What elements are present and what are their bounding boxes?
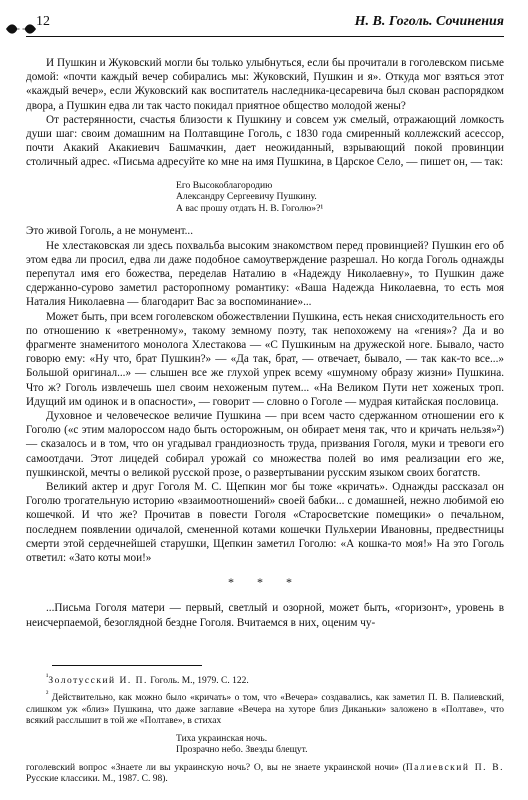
footnote-text: Гоголь. М., 1979. С. 122. [147,676,249,687]
verse-line: Прозрачно небо. Звезды блещут. [176,745,308,756]
footnote-marker: ² [46,688,49,698]
footnote-marker: ¹ [46,672,49,681]
footnote-rule [52,665,202,666]
footnote-text: Русские классики. М., 1987. С. 98). [26,774,168,785]
section-separator: * * * [228,575,302,590]
page-number: 12 [36,14,50,29]
footnote-2-continued [26,763,504,786]
footnote-1 [26,671,504,688]
paragraph: Духовное и человеческое величие Пушкина — при всем часто сдержанном отношении его к Гоголю («с этим малороссом надо быть осторожным, он обирает меня так, что и кричать нельзя»²) — сказалось и в том, что он угадывал грандиозность труда, призвания Гоголя, муки и тревоги его самоотдачи. Этот лицедей собирал урожай со множества полей во имя реализации его же, пушкинской, мечты о великой русской прозе, о развертывании русским языком своих богатств. [26,410,504,479]
running-title: Н. В. Гоголь. Сочинения [354,14,504,29]
paragraph: Великий актер и друг Гоголя М. С. Щепкин мог бы тоже «кричать». Однажды рассказал он Гоголю трогательную историю «взаимоотношений» своей бабки... с домашней, нежно любимой ею кошечкой. И что же? Прочитав в повести Гоголя «Старосветские помещики» о печальном, последнем появлении одичалой, смененной котами кошечки Пульхерии Ивановны, предвестницы смерти этой сердечнейшей старушки, Щепкин заметил Гоголю: «А кошка-то моя!» На это Гоголь ответил: «Зато коты мои!» [26,481,504,565]
paragraph: От растерянности, счастья близости к Пушкину и совсем уж смелый, отражающий ломкость души шаг: своим домашним на Полтавщине Гоголь, с 1830 года смиренный коллежский асессор, почти Акакий Акакиевич Башмачкин, дает неожиданный, взрывающий покой провинции столичный адрес. «Письма адресуйте ко мне на имя Пушкина, в Царское Село, — пишет он, — так: [26,113,504,169]
verse-line: Александру Сергеевичу Пушкину. [176,191,317,203]
address-verse [176,180,504,215]
footnote-text: Действительно, как можно было «кричать» о том, что «Вечера» создавались, как заметил П. В. Палиевский, слишком уж «близ» Пушкина, что даже заглавие «Вечера на хуторе близ Диканьки» заложено в «Полтаве», что всякий расслышит в той же «Полтаве», в стихах [26,692,504,727]
footnote-verse [176,734,504,757]
ornament-icon [4,22,38,36]
paragraph: Не хлестаковская ли здесь похвальба высоким знакомством перед провинцией? Пушкин его об этом едва ли просил, едва ли даже подобное самоутверждение разрешал. Но когда Гоголь однажды перепутал имя его божества, переделав Наталию в «Надежду Николаевну», то Пушкин даже сдержанно-сурово заметил расторопному романтику: «Ваша Надежда Николаевна, то есть моя Наталия Николаевна — благодарит Вас за воспоминание»... [26,239,504,309]
header-rule [26,36,504,37]
paragraph: Это живой Гоголь, а не монумент... [26,225,194,238]
page-header [26,14,504,34]
verse-line: А вас прошу отдать Н. В. Гоголю»?¹ [176,202,324,214]
verse-line: Тиха украинская ночь. [176,733,268,744]
verse-line: Его Высокоблагородию [176,179,273,191]
footnotes [26,671,504,786]
paragraph: ...Письма Гоголя матери — первый, светлый и озорной, может быть, «горизонт», уровень в неисчерпаемой, безоглядной бездне Гоголя. Вчитаемся в них, оценим чу- [26,602,504,629]
footnote-author: Золотусский И. П. [48,676,148,687]
paragraph: Может быть, при всем гоголевском обожествлении Пушкина, есть некая снисходительность его по отношению к «ветренному», такому земному поэту, так непохожему на «гения»? Да и во фрагменте знаменитого монолога Хлестакова — «С Пушкиным на дружеской ноге. Бывало, часто говорю ему: «Ну что, брат Пушкин?» — «Да так, брат, — отвечает, бывало, — так как-то все...» Большой оригинал...» — слышен все же глухой упрек всему «шумному образу жизни» Пушкина. Что ж? Гоголь извлечешь шел своим нехоженым путем... «На Великом Пути нет хоженых троп. Идущий им одинок и в опасности», — говорит — словно о Гоголе — мудрая китайская пословица. [26,310,504,408]
footnote-2 [26,688,504,728]
paragraph: И Пушкин и Жуковский могли бы только улыбнуться, если бы прочитали в гоголевском письме домой: «почти каждый вечер собирались мы: Жуковский, Пушкин и я». Откуда мог взяться этот «каждый вечер», если Жуковский как воспитатель наследника-цесаревича был скован распорядком двора, а Пушкин едва ли так часто покидал приятное общество молодой жены? [26,57,504,112]
footnote-author: Палиевский П. В. [405,762,504,773]
main-text [26,56,504,630]
footnote-text: гоголевский вопрос «Знаете ли вы украинскую ночь? О, вы не знаете украинской ночи» ( [26,762,406,773]
